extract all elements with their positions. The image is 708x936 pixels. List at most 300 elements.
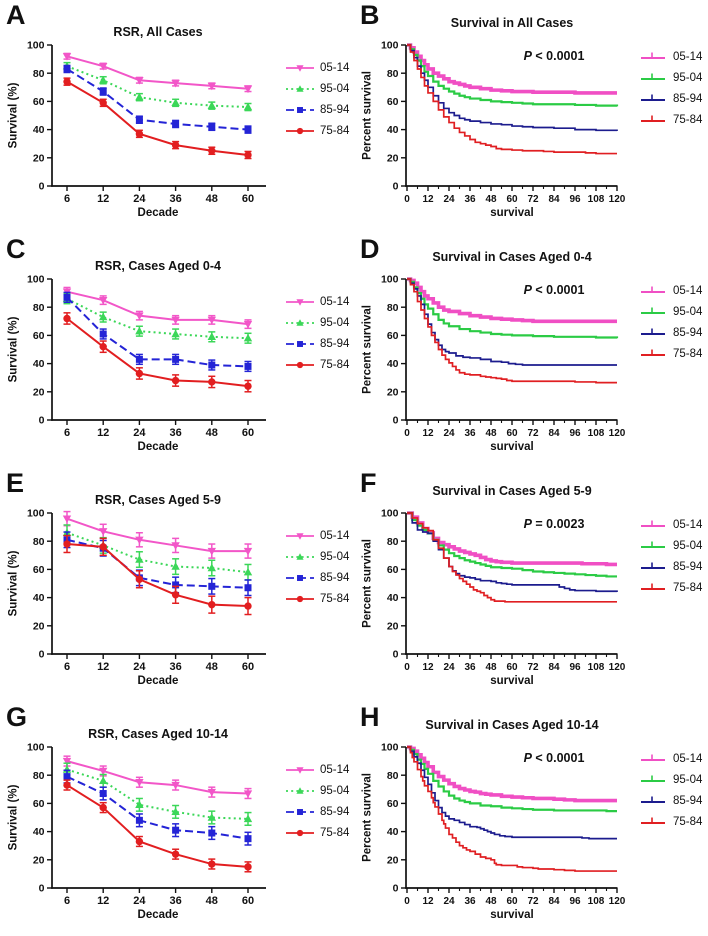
y-tick-label: 80 (386, 769, 399, 782)
legend-label: 85-94 (673, 92, 703, 105)
square-marker-icon (172, 827, 179, 834)
legend-label: 85-94 (320, 337, 350, 350)
y-tick-label: 80 (386, 301, 399, 314)
y-axis-label: Survival (%) (7, 316, 20, 383)
circle-marker-icon (63, 540, 70, 547)
panel-H (354, 702, 708, 936)
triangle-up-marker-icon (99, 776, 107, 784)
legend-item-85-94 (285, 99, 349, 120)
x-axis-label: survival (490, 207, 534, 219)
km-curve-legend-icon (638, 752, 668, 766)
legend-item-95-04 (285, 312, 349, 333)
line-marker-legend-icon (285, 337, 315, 351)
legend-item-95-04 (638, 535, 702, 556)
panel-letter-F: F (360, 468, 377, 498)
panel-letter-A: A (6, 0, 26, 30)
legend-label: 85-94 (673, 794, 703, 807)
axes (8, 508, 267, 687)
series-75-84 (63, 536, 251, 615)
legend-label: 75-84 (320, 592, 350, 605)
km-curve-legend-icon (638, 347, 668, 361)
y-tick-label: 80 (386, 535, 399, 548)
square-marker-icon (100, 330, 107, 337)
x-tick-label: 60 (506, 662, 518, 673)
y-tick-label: 20 (32, 854, 45, 867)
y-tick-label: 40 (386, 592, 399, 605)
circle-marker-icon (297, 829, 303, 835)
legend-label: 75-84 (320, 124, 350, 137)
y-tick-label: 80 (32, 769, 45, 782)
circle-marker-icon (100, 543, 107, 550)
axes (8, 742, 267, 921)
legend-label: 75-84 (673, 815, 703, 828)
panel-C (0, 234, 354, 468)
panel-F (354, 468, 708, 702)
x-tick-label: 108 (587, 428, 605, 439)
legend-label: 05-14 (673, 752, 703, 765)
circle-marker-icon (208, 601, 215, 608)
km-curve-legend-icon (638, 581, 668, 595)
x-tick-label: 6 (63, 193, 71, 205)
y-tick-label: 60 (32, 564, 45, 576)
panel-title-F: Survival in Cases Aged 5-9 (432, 484, 592, 498)
y-tick-label: 60 (386, 96, 399, 108)
x-tick-label: 24 (133, 193, 146, 205)
panel-title-A: RSR, All Cases (113, 25, 203, 39)
x-tick-label: 36 (464, 896, 476, 907)
y-tick-label: 60 (32, 798, 45, 810)
y-axis-label: Percent survival (361, 773, 374, 862)
km-curve-legend-icon (638, 773, 668, 787)
y-tick-label: 20 (386, 854, 399, 867)
circle-marker-icon (136, 576, 143, 583)
legend-G (285, 759, 349, 843)
legend-item-95-04 (285, 780, 349, 801)
legend-label: 75-84 (673, 113, 703, 126)
line-marker-legend-icon (285, 316, 315, 330)
axes (362, 274, 626, 453)
y-tick-label: 0 (38, 648, 45, 661)
circle-marker-icon (100, 343, 107, 350)
x-axis-label: Decade (137, 675, 179, 687)
panel-title-B: Survival in All Cases (450, 16, 574, 30)
panel-letter-G: G (6, 702, 28, 732)
y-tick-label: 0 (392, 180, 399, 193)
axes (8, 274, 267, 453)
y-tick-label: 100 (380, 273, 399, 286)
panel-D (354, 234, 708, 468)
y-tick-label: 60 (32, 96, 45, 108)
legend-label: 05-14 (320, 61, 350, 74)
legend-label: 75-84 (673, 347, 703, 360)
square-marker-icon (172, 120, 179, 127)
legend-label: 85-94 (320, 571, 350, 584)
circle-marker-icon (136, 130, 143, 137)
triangle-up-marker-icon (135, 800, 143, 808)
km-curve-legend-icon (638, 815, 668, 829)
square-marker-icon (297, 107, 303, 113)
series-line (67, 82, 248, 155)
y-tick-label: 20 (386, 152, 399, 165)
legend-item-95-04 (285, 546, 349, 567)
y-tick-label: 40 (386, 124, 399, 137)
series-line (67, 292, 248, 324)
y-tick-label: 0 (392, 882, 399, 895)
line-marker-legend-icon (285, 103, 315, 117)
legend-item-05-14 (638, 46, 702, 67)
panel-A (0, 0, 354, 234)
circle-marker-icon (136, 370, 143, 377)
legend-item-75-84 (638, 811, 702, 832)
y-tick-label: 0 (38, 414, 45, 427)
legend-label: 95-04 (673, 773, 703, 786)
y-tick-label: 100 (380, 39, 399, 52)
y-tick-label: 20 (32, 620, 45, 633)
triangle-up-marker-icon (171, 330, 179, 338)
legend-item-95-04 (638, 67, 702, 88)
x-tick-label: 60 (241, 193, 255, 205)
x-tick-label: 96 (569, 896, 581, 907)
y-axis-label: Percent survival (361, 71, 374, 160)
x-tick-label: 12 (97, 661, 110, 673)
x-axis-label: survival (490, 441, 534, 453)
km-curve-75-84 (407, 279, 617, 383)
series-95-04 (63, 525, 252, 580)
panel-letter-B: B (360, 0, 380, 30)
x-tick-label: 48 (205, 193, 218, 205)
legend-item-85-94 (285, 801, 349, 822)
series-line (67, 544, 248, 606)
square-marker-icon (136, 116, 143, 123)
legend-label: 85-94 (320, 805, 350, 818)
line-marker-legend-icon (285, 82, 315, 96)
km-curve-85-94 (407, 45, 617, 131)
legend-label: 05-14 (320, 295, 350, 308)
x-tick-label: 12 (97, 895, 110, 907)
legend-label: 05-14 (673, 518, 703, 531)
y-axis-label: Survival (%) (7, 784, 20, 851)
series-85-94 (64, 292, 252, 371)
km-curve-legend-icon (638, 794, 668, 808)
square-marker-icon (245, 584, 252, 591)
y-tick-label: 60 (386, 798, 399, 810)
y-axis-label: Percent survival (361, 539, 374, 628)
line-marker-legend-icon (285, 805, 315, 819)
y-tick-label: 40 (386, 358, 399, 371)
x-tick-label: 36 (169, 427, 182, 439)
x-tick-label: 84 (548, 896, 560, 907)
x-tick-label: 24 (133, 427, 146, 439)
x-tick-label: 36 (464, 428, 476, 439)
legend-label: 95-04 (320, 550, 350, 563)
line-marker-legend-icon (285, 61, 315, 75)
x-axis-label: survival (490, 909, 534, 921)
x-tick-label: 36 (464, 662, 476, 673)
y-tick-label: 40 (32, 826, 45, 839)
km-step-line (407, 279, 617, 383)
y-axis-label: Survival (%) (7, 550, 20, 617)
km-curve-legend-icon (638, 326, 668, 340)
x-tick-label: 60 (506, 896, 518, 907)
panel-letter-D: D (360, 234, 380, 264)
circle-marker-icon (297, 127, 303, 133)
panel-title-H: Survival in Cases Aged 10-14 (425, 718, 599, 732)
km-step-line (407, 747, 617, 801)
legend-label: 95-04 (673, 71, 703, 84)
line-marker-legend-icon (285, 124, 315, 138)
legend-item-05-14 (285, 57, 349, 78)
p-value-label: P < 0.0001 (523, 283, 585, 297)
line-marker-legend-icon (285, 529, 315, 543)
km-curve-75-84 (407, 513, 617, 602)
legend-item-95-04 (638, 769, 702, 790)
x-axis-label: Decade (137, 207, 179, 219)
panel-title-E: RSR, Cases Aged 5-9 (95, 493, 221, 507)
square-marker-icon (136, 817, 143, 824)
km-curve-legend-icon (638, 518, 668, 532)
x-tick-label: 6 (63, 427, 71, 439)
circle-marker-icon (244, 863, 251, 870)
km-step-line (407, 513, 617, 602)
series-75-84 (63, 313, 251, 392)
y-tick-label: 0 (392, 648, 399, 661)
x-tick-label: 120 (608, 662, 626, 673)
legend-item-85-94 (285, 333, 349, 354)
x-tick-label: 36 (464, 194, 476, 205)
legend-item-75-84 (285, 120, 349, 141)
square-marker-icon (208, 362, 215, 369)
x-tick-label: 48 (205, 895, 218, 907)
x-tick-label: 96 (569, 662, 581, 673)
y-tick-label: 100 (26, 507, 45, 520)
legend-label: 85-94 (673, 326, 703, 339)
legend-item-95-04 (285, 78, 349, 99)
legend-label: 95-04 (320, 784, 350, 797)
legend-item-05-14 (285, 759, 349, 780)
x-axis-label: Decade (137, 909, 179, 921)
y-tick-label: 100 (380, 741, 399, 754)
square-marker-icon (100, 88, 107, 95)
legend-item-85-94 (638, 790, 702, 811)
legend-label: 85-94 (320, 103, 350, 116)
series-line (67, 533, 248, 572)
circle-marker-icon (100, 99, 107, 106)
legend-label: 75-84 (320, 358, 350, 371)
legend-item-05-14 (285, 525, 349, 546)
x-tick-label: 120 (608, 194, 626, 205)
x-tick-label: 12 (422, 662, 434, 673)
legend-item-75-84 (638, 109, 702, 130)
panel-letter-C: C (6, 234, 26, 264)
legend-item-05-14 (638, 748, 702, 769)
x-tick-label: 72 (527, 428, 539, 439)
km-step-line (407, 513, 617, 592)
x-tick-label: 24 (443, 428, 455, 439)
x-tick-label: 60 (506, 194, 518, 205)
x-tick-label: 96 (569, 428, 581, 439)
panel-title-C: RSR, Cases Aged 0-4 (95, 259, 221, 273)
x-tick-label: 48 (485, 194, 497, 205)
circle-marker-icon (244, 382, 251, 389)
y-tick-label: 80 (32, 301, 45, 314)
line-marker-legend-icon (285, 592, 315, 606)
panel-G (0, 702, 354, 936)
legend-item-05-14 (638, 514, 702, 535)
y-tick-label: 0 (38, 180, 45, 193)
line-marker-legend-icon (285, 295, 315, 309)
x-tick-label: 0 (404, 896, 410, 907)
x-tick-label: 12 (97, 193, 110, 205)
p-value-label: P = 0.0023 (523, 517, 585, 531)
y-tick-label: 100 (26, 273, 45, 286)
legend-item-75-84 (285, 822, 349, 843)
triangle-up-marker-icon (135, 327, 143, 335)
x-tick-label: 120 (608, 896, 626, 907)
x-tick-label: 36 (169, 895, 182, 907)
legend-item-75-84 (638, 343, 702, 364)
x-tick-label: 48 (485, 896, 497, 907)
x-tick-label: 0 (404, 194, 410, 205)
y-tick-label: 0 (38, 882, 45, 895)
x-tick-label: 24 (443, 662, 455, 673)
circle-marker-icon (63, 315, 70, 322)
legend-label: 05-14 (673, 50, 703, 63)
y-tick-label: 80 (386, 67, 399, 80)
square-marker-icon (64, 294, 71, 301)
legend-item-95-04 (638, 301, 702, 322)
x-tick-label: 24 (443, 896, 455, 907)
legend-item-85-94 (638, 556, 702, 577)
x-tick-label: 60 (241, 661, 255, 673)
square-marker-icon (297, 575, 303, 581)
y-tick-label: 0 (392, 414, 399, 427)
y-tick-label: 20 (386, 620, 399, 633)
x-tick-label: 96 (569, 194, 581, 205)
x-tick-label: 72 (527, 194, 539, 205)
legend-label: 75-84 (320, 826, 350, 839)
x-tick-label: 84 (548, 662, 560, 673)
circle-marker-icon (63, 781, 70, 788)
y-tick-label: 60 (386, 564, 399, 576)
km-curve-legend-icon (638, 50, 668, 64)
km-curve-legend-icon (638, 71, 668, 85)
legend-item-75-84 (285, 588, 349, 609)
y-tick-label: 100 (380, 507, 399, 520)
p-value-label: P < 0.0001 (523, 49, 585, 63)
x-tick-label: 0 (404, 428, 410, 439)
series-05-14 (63, 512, 252, 559)
circle-marker-icon (63, 78, 70, 85)
legend-item-05-14 (285, 291, 349, 312)
legend-label: 05-14 (320, 763, 350, 776)
x-tick-label: 0 (404, 662, 410, 673)
series-line (67, 318, 248, 386)
x-tick-label: 108 (587, 896, 605, 907)
x-tick-label: 108 (587, 662, 605, 673)
km-curve-85-94 (407, 513, 617, 592)
x-tick-label: 48 (205, 661, 218, 673)
x-tick-label: 60 (241, 895, 255, 907)
legend-F (638, 514, 702, 598)
panel-B (354, 0, 708, 234)
km-curve-legend-icon (638, 92, 668, 106)
panel-letter-H: H (360, 702, 380, 732)
y-tick-label: 20 (386, 386, 399, 399)
legend-A (285, 57, 349, 141)
y-tick-label: 40 (386, 826, 399, 839)
panel-E (0, 468, 354, 702)
circle-marker-icon (244, 602, 251, 609)
legend-item-75-84 (638, 577, 702, 598)
legend-item-85-94 (285, 567, 349, 588)
line-marker-legend-icon (285, 571, 315, 585)
legend-label: 95-04 (673, 539, 703, 552)
circle-marker-icon (136, 838, 143, 845)
legend-label: 95-04 (673, 305, 703, 318)
legend-B (638, 46, 702, 130)
series-95-04 (63, 763, 252, 825)
x-tick-label: 84 (548, 194, 560, 205)
circle-marker-icon (172, 591, 179, 598)
line-marker-legend-icon (285, 826, 315, 840)
y-tick-label: 20 (32, 152, 45, 165)
series-05-14 (63, 287, 252, 328)
y-tick-label: 20 (32, 386, 45, 399)
square-marker-icon (208, 583, 215, 590)
axes (8, 40, 267, 219)
y-tick-label: 60 (386, 330, 399, 342)
square-marker-icon (245, 835, 252, 842)
y-tick-label: 40 (32, 592, 45, 605)
x-tick-label: 36 (169, 661, 182, 673)
y-tick-label: 80 (32, 67, 45, 80)
circle-marker-icon (100, 804, 107, 811)
km-curve-legend-icon (638, 539, 668, 553)
square-marker-icon (136, 356, 143, 363)
series-05-14 (63, 756, 252, 798)
line-marker-legend-icon (285, 358, 315, 372)
x-tick-label: 60 (241, 427, 255, 439)
x-tick-label: 12 (97, 427, 110, 439)
km-curve-legend-icon (638, 113, 668, 127)
line-marker-legend-icon (285, 763, 315, 777)
y-axis-label: Percent survival (361, 305, 374, 394)
x-tick-label: 72 (527, 896, 539, 907)
x-tick-label: 12 (422, 194, 434, 205)
legend-item-85-94 (638, 88, 702, 109)
x-tick-label: 24 (133, 895, 146, 907)
line-marker-legend-icon (285, 550, 315, 564)
square-marker-icon (64, 773, 71, 780)
triangle-up-marker-icon (208, 332, 216, 340)
series-line (67, 56, 248, 88)
x-axis-label: survival (490, 675, 534, 687)
legend-label: 05-14 (673, 284, 703, 297)
square-marker-icon (297, 809, 303, 815)
x-tick-label: 48 (485, 662, 497, 673)
y-tick-label: 80 (32, 535, 45, 548)
square-marker-icon (172, 356, 179, 363)
km-curve-85-94 (407, 747, 617, 839)
circle-marker-icon (172, 141, 179, 148)
y-tick-label: 40 (32, 358, 45, 371)
km-step-line (407, 747, 617, 839)
km-curve-05-14 (407, 747, 617, 801)
km-curve-legend-icon (638, 560, 668, 574)
legend-label: 75-84 (673, 581, 703, 594)
panel-letter-E: E (6, 468, 25, 498)
legend-label: 85-94 (673, 560, 703, 573)
